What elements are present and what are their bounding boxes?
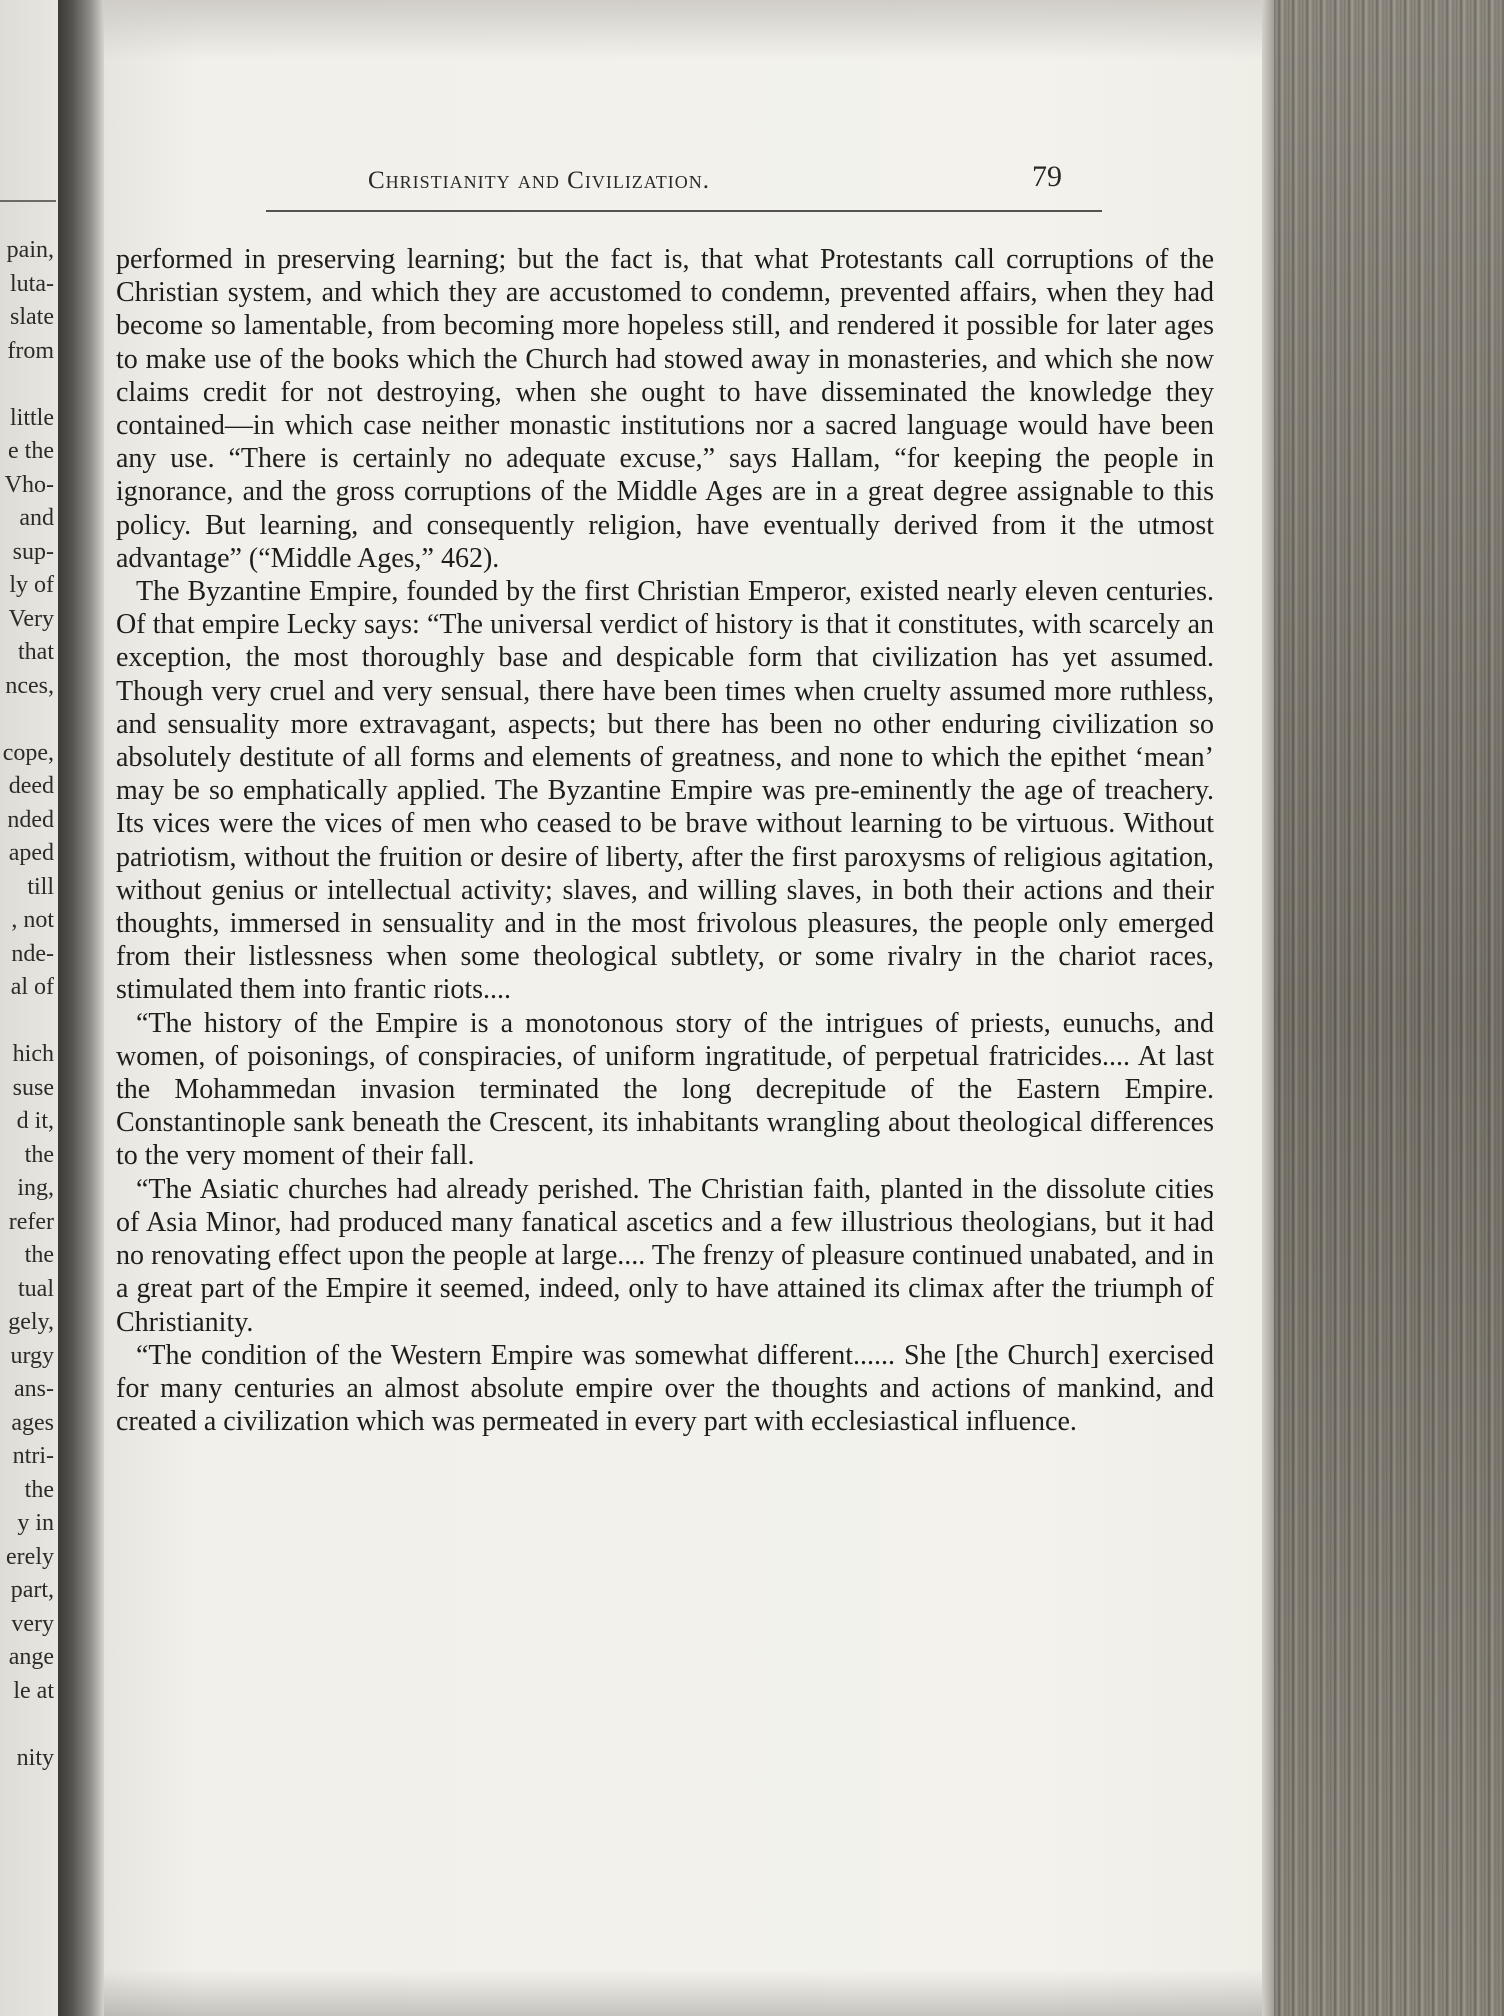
adjacent-left-page	[0, 0, 58, 2016]
left-page-text-fragments	[3, 234, 54, 1775]
paragraph: performed in preserving learning; but the fact is, that what Protestants call corruptions of the Christian system, and which they are accustomed to condemn, prevented affairs, when they had become so lamentable, from becoming more hopeless still, and rendered it possible for later ages to make use of the books which the Church had stowed away in monasteries, and which she now claims credit for not destroying, when she ought to have disseminated the knowledge they contained—in which case neither monastic institutions nor a sacred language would have been any use. “There is certainly no adequate excuse,” says Hallam, “for keeping the people in ignorance, and the gross corruptions of the Middle Ages are in a great degree assignable to this policy. But learning, and consequently religion, have eventually derived from it the utmost advantage” (“Middle Ages,” 462).	[116, 244, 1214, 574]
left-page-fragment: very	[11, 1610, 54, 1637]
paragraph: “The condition of the Western Empire was somewhat different...... She [the Church] exercised for many centuries an almost absolute empire over the thoughts and actions of mankind, and created a civilization which was permeated in every part with ecclesiastical influence.	[116, 1339, 1214, 1438]
left-page-fragment: nity	[16, 1744, 54, 1771]
body-text	[116, 243, 1214, 1438]
left-page-fragment: y in	[17, 1510, 54, 1536]
left-page-fragment: till	[27, 873, 54, 900]
left-page-fragment: pain,	[6, 237, 54, 263]
left-page-fragment: suse	[12, 1074, 54, 1101]
left-page-fragment: luta-	[10, 270, 54, 297]
left-page-fragment: ans-	[14, 1376, 54, 1402]
left-page-fragment: e the	[8, 438, 54, 464]
left-page-fragment: hich	[12, 1041, 54, 1067]
left-page-fragment: refer	[8, 1208, 54, 1235]
head-rule-segment	[432, 210, 966, 212]
left-page-fragment: deed	[8, 773, 54, 799]
left-page-fragment: the	[24, 1242, 54, 1268]
left-page-fragment: cope,	[2, 739, 54, 766]
left-page-fragment: erely	[6, 1543, 54, 1570]
left-page-fragment: , not	[11, 907, 54, 933]
left-page-fragment: urgy	[10, 1342, 54, 1369]
left-page-fragment: sup-	[12, 538, 54, 565]
bottom-shadow	[104, 1970, 1274, 2016]
page-79	[104, 0, 1274, 2016]
running-head: Christianity and Civilization.	[368, 167, 711, 194]
left-page-fragment: Very	[8, 605, 54, 632]
left-page-fragment: nded	[7, 806, 54, 833]
left-page-fragment: Vho-	[4, 471, 54, 498]
left-page-fragment: and	[19, 505, 54, 531]
left-page-fragment: from	[7, 337, 54, 364]
left-page-fragment: nde-	[11, 940, 54, 967]
head-rule-segment	[266, 210, 432, 212]
left-page-fragment: part,	[10, 1577, 54, 1603]
left-page-fragment: ange	[8, 1644, 54, 1670]
book-fore-edge-shading	[1274, 0, 1504, 2016]
left-page-fragment: tual	[18, 1275, 54, 1302]
left-page-fragment: ing,	[17, 1175, 54, 1201]
left-page-fragment: al of	[10, 974, 54, 1000]
left-page-fragment	[3, 703, 54, 737]
left-page-fragment: nces,	[5, 672, 54, 699]
page-number: 79	[1032, 160, 1062, 193]
page-top-edge	[104, 0, 1274, 60]
left-page-fragment: slate	[10, 304, 54, 330]
left-page-fragment: aped	[8, 840, 54, 866]
left-page-fragment: le at	[13, 1677, 54, 1704]
paragraph: “The Asiatic churches had already perished. The Christian faith, planted in the dissolute cities of Asia Minor, had produced many fanatical ascetics and a few illustrious theologians, but it had no renovating effect upon the people at large.... The frenzy of pleasure continued unabated, and in a great part of the Empire it seemed, indeed, only to have attained its climax after the triumph of Christianity.	[116, 1173, 1214, 1338]
left-page-fragment	[3, 1708, 54, 1742]
paragraph: “The history of the Empire is a monotonous story of the intrigues of priests, eunuchs, and women, of poisonings, of conspiracies, of uniform ingratitude, of perpetual fratricides.... At last the Mohammedan invasion terminated the long decrepitude of the Eastern Empire. Constantinople sank beneath the Crescent, its inhabitants wrangling about theological differences to the very moment of their fall.	[116, 1007, 1214, 1172]
left-page-fragment: d it,	[16, 1108, 54, 1134]
left-page-fragment: ntri-	[12, 1443, 54, 1469]
left-page-fragment: the	[24, 1476, 54, 1503]
left-page-fragment: that	[18, 639, 54, 665]
head-rule-segment	[966, 210, 1102, 212]
left-page-fragment: gely,	[8, 1309, 54, 1335]
left-page-fragment: the	[24, 1141, 54, 1168]
left-page-fragment: little	[10, 404, 54, 431]
left-page-head-rule	[0, 200, 56, 202]
left-page-fragment	[3, 368, 54, 402]
left-page-fragment: ly of	[9, 572, 54, 598]
paragraph: The Byzantine Empire, founded by the first Christian Emperor, existed nearly eleven centuries. Of that empire Lecky says: “The universal verdict of history is that it constitutes, with scarcely an exception, the most thoroughly base and despicable form that civilization has yet assumed. Though very cruel and very sensual, there have been times when cruelty assumed more ruthless, and sensuality more extravagant, aspects; but there has been no other enduring civilization so absolutely destitute of all forms and elements of greatness, and none to which the epithet ‘mean’ may be so emphatically applied. The Byzantine Empire was pre-eminently the age of treachery. Its vices were the vices of men who ceased to be brave without learning to be virtuous. Without patriotism, without the fruition or desire of liberty, after the first paroxysms of religious agitation, without genius or intellectual activity; slaves, and willing slaves, in both their actions and their thoughts, immersed in sensuality and in the most frivolous pleasures, the people only emerged from their listlessness when some theological subtlety, or some rivalry in the chariot races, stimulated them into frantic riots....	[116, 576, 1214, 1006]
binding-gutter	[58, 0, 104, 2016]
left-page-fragment	[3, 1005, 54, 1039]
left-page-fragment: ages	[11, 1409, 54, 1436]
